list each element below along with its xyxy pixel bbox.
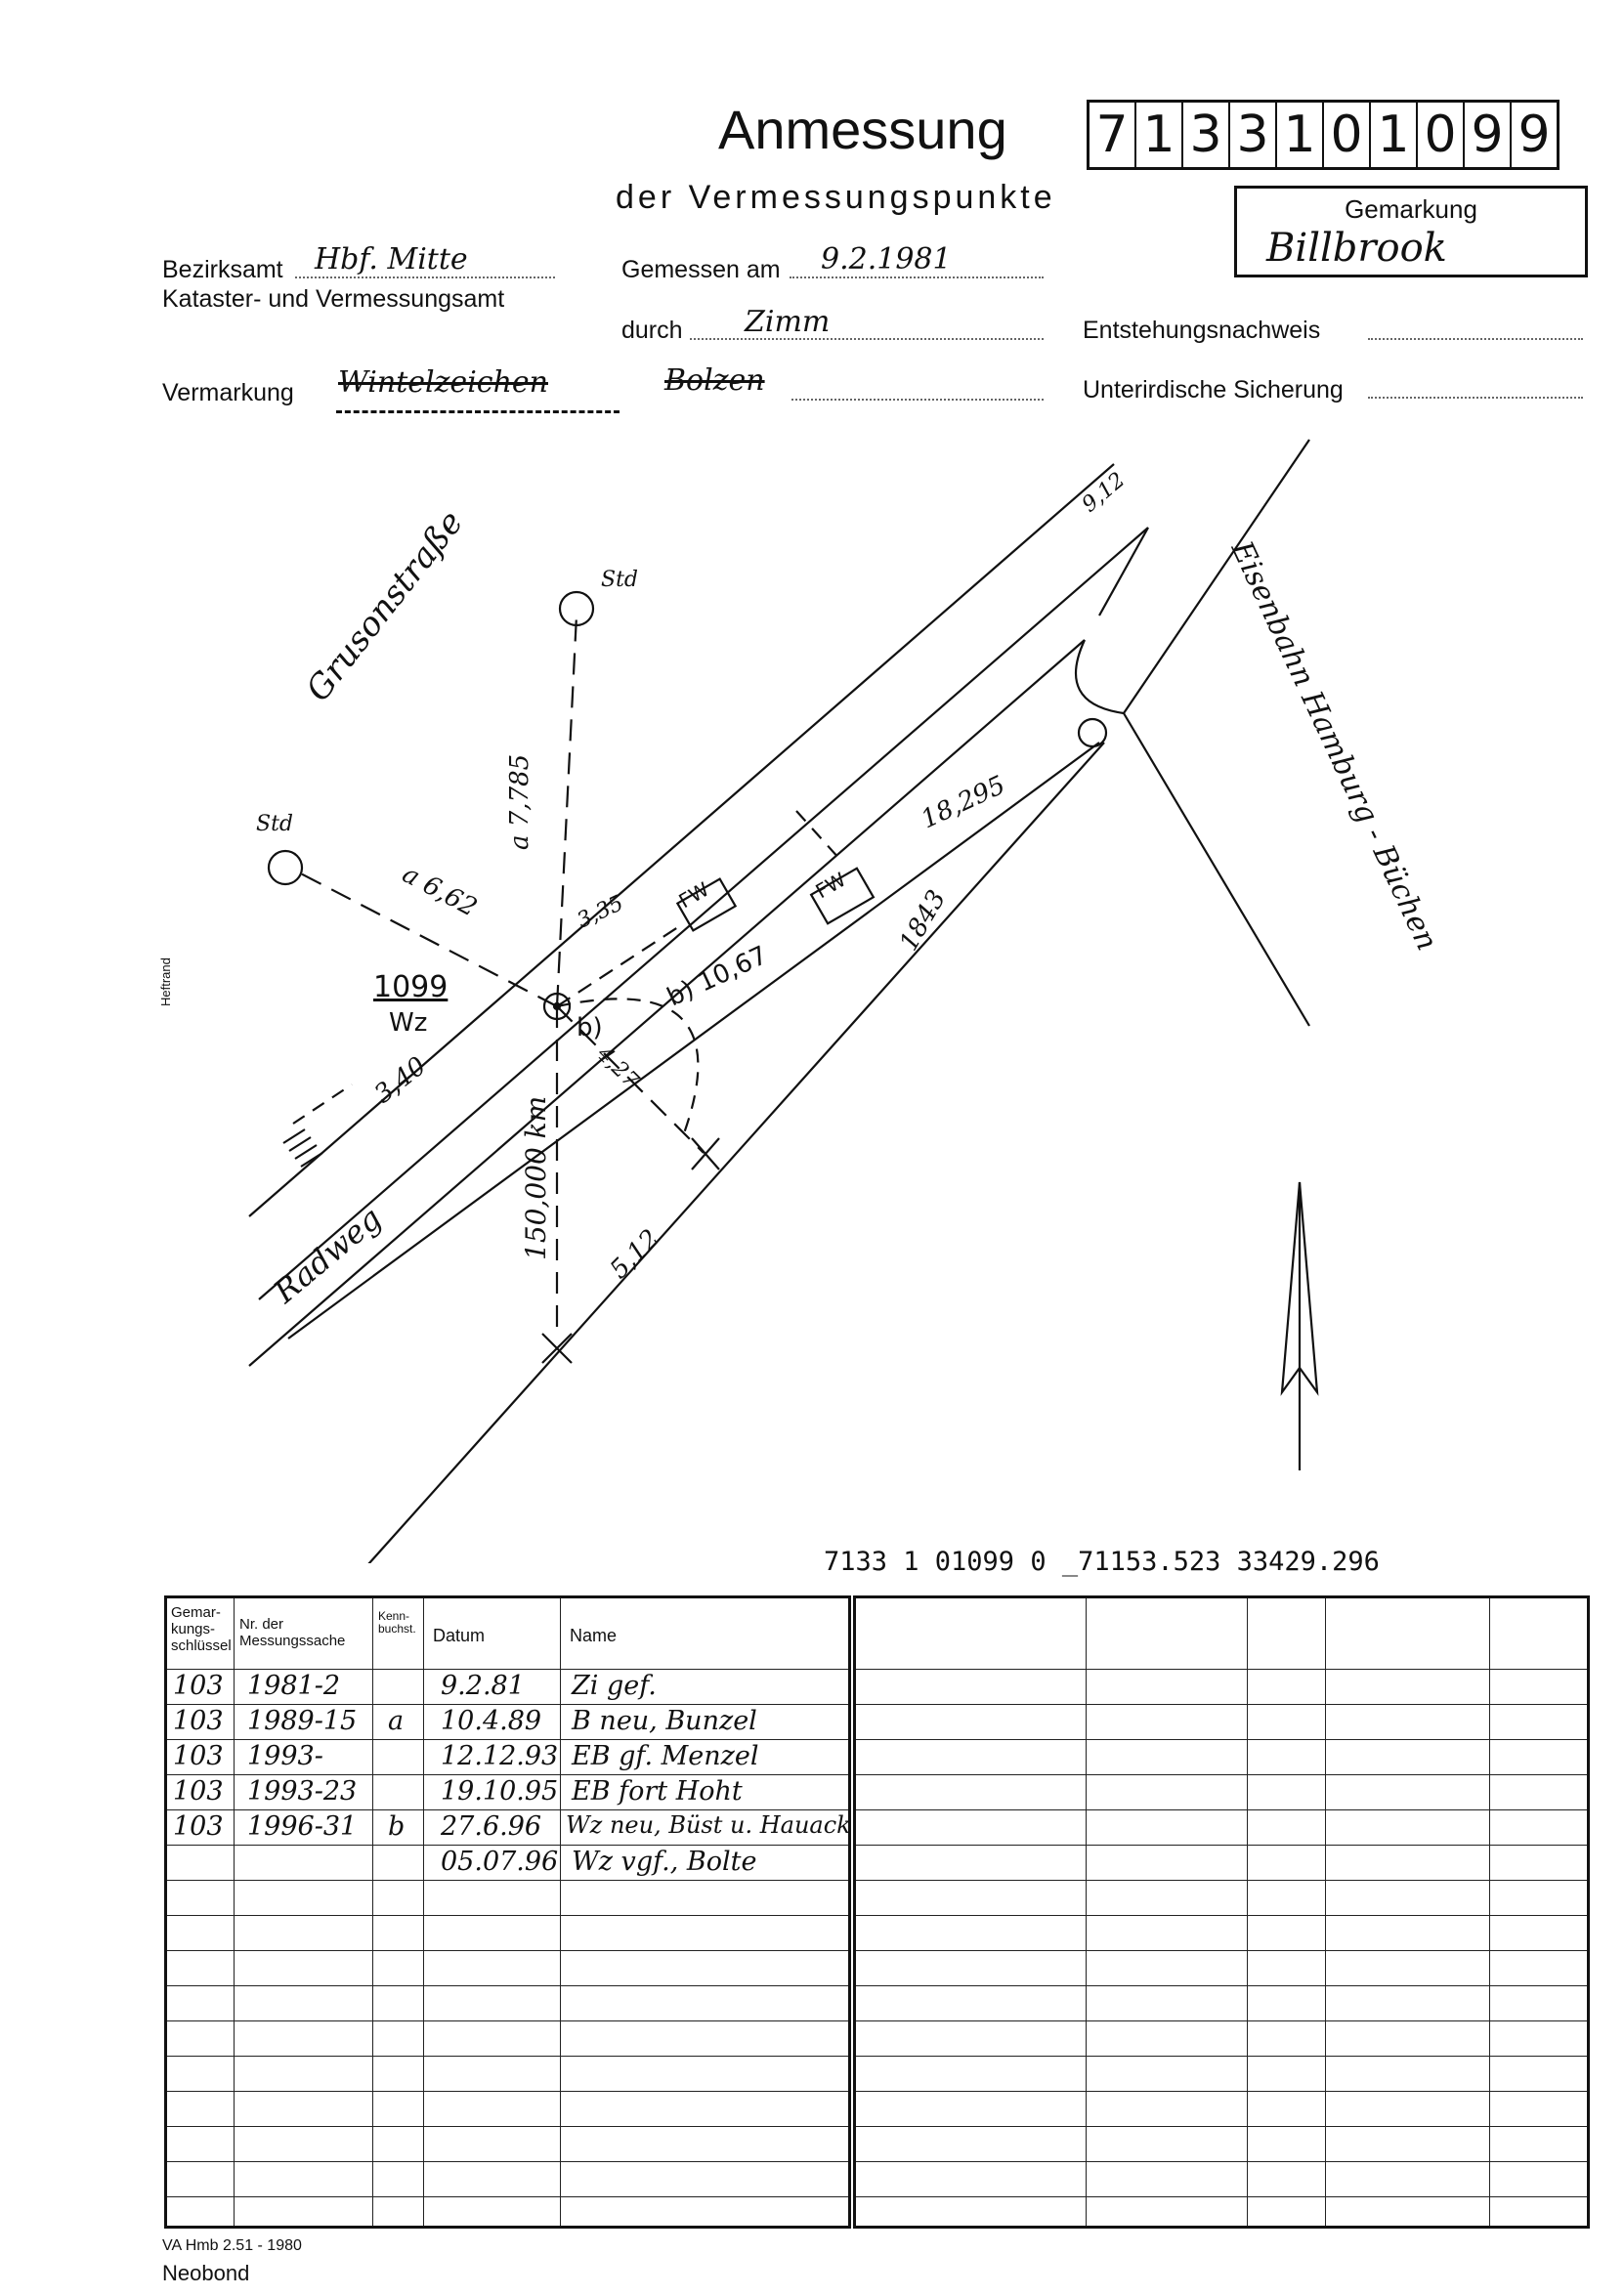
table-cell: 103 [173, 1741, 224, 1771]
row-divider [167, 1985, 848, 1986]
row-divider [167, 2091, 848, 2092]
stone-label-text: Std [256, 812, 293, 836]
row-divider [856, 2056, 1587, 2057]
measure-text: 3,35 [573, 891, 627, 934]
gemarkung-box [1234, 186, 1588, 277]
table-cell: 12.12.93 [441, 1741, 559, 1771]
row-divider [167, 2056, 848, 2057]
cross-mark [542, 1334, 572, 1363]
column-divider [1325, 1598, 1326, 2226]
column-divider [560, 1598, 561, 2226]
table-cell: 1993- [247, 1741, 323, 1771]
row-divider [856, 1809, 1587, 1810]
measure-text: b) [577, 1013, 603, 1042]
table-cell: 10.4.89 [441, 1706, 542, 1736]
table-cell: 103 [173, 1706, 224, 1736]
measure-text: a 6,62 [397, 859, 482, 923]
measurement-line [557, 923, 684, 1006]
row-divider [167, 2020, 848, 2021]
row-divider [167, 1809, 848, 1810]
measurement-line [557, 616, 577, 1006]
header-divider [167, 1669, 848, 1670]
hydrant-symbol [1079, 719, 1106, 746]
header-kenn: Kenn- buchst. [378, 1609, 416, 1636]
number-digit: 3 [1230, 103, 1277, 167]
street-edge-line [259, 528, 1148, 1299]
row-divider [856, 1739, 1587, 1740]
street-edge-line [288, 743, 1099, 1339]
row-divider [856, 1704, 1587, 1705]
table-cell: 19.10.95 [441, 1776, 559, 1807]
durch-line [690, 338, 1044, 340]
vermarkung-underline [336, 410, 620, 413]
row-divider [167, 2196, 848, 2197]
number-digit: 7 [1090, 103, 1136, 167]
railway-name-text: Eisenbahn Hamburg - Büchen [1223, 535, 1444, 957]
row-divider [856, 2161, 1587, 2162]
entstehung-label: Entstehungsnachweis [1083, 317, 1321, 344]
number-digit: 0 [1324, 103, 1371, 167]
hatch-mark [283, 1129, 322, 1167]
table-cell: 103 [173, 1811, 224, 1842]
measure-text: 3,40 [368, 1051, 432, 1110]
gemessen-value: 9.2.1981 [821, 242, 952, 276]
number-digit: 9 [1517, 106, 1551, 164]
number-digit: 0 [1418, 103, 1465, 167]
form-code: VA Hmb 2.51 - 1980 [162, 2237, 302, 2254]
measure-text: 4,27 [591, 1042, 644, 1093]
number-digit: 1 [1136, 103, 1183, 167]
form-title: Anmessung [718, 99, 1007, 160]
fw-label-text: FW [811, 867, 850, 904]
gemessen-line [790, 276, 1044, 278]
row-divider [167, 1880, 848, 1881]
table-cell: B neu, Bunzel [572, 1706, 757, 1736]
bezirksamt-label: Bezirksamt [162, 256, 283, 283]
header-divider [856, 1669, 1587, 1670]
table-cell: Wz vgf., Bolte [572, 1847, 757, 1877]
row-divider [167, 2126, 848, 2127]
vermarkung-line [791, 399, 1044, 401]
header-messung: Nr. der Messungssache [239, 1616, 346, 1649]
railway-edge-line [1124, 713, 1309, 1026]
bezirksamt-line [295, 276, 555, 278]
street-edge-line [249, 464, 1114, 1216]
row-divider [856, 1950, 1587, 1951]
row-divider [856, 1915, 1587, 1916]
number-digit: 1 [1371, 103, 1418, 167]
table-cell: Wz neu, Büst u. Hauack [566, 1811, 851, 1839]
measure-text: 5,12 [604, 1223, 665, 1285]
heftrand-label: Heftrand [158, 957, 173, 1006]
street-corner-curve [1076, 640, 1124, 713]
column-divider [234, 1598, 235, 2226]
measure-text: 9,12 [1077, 467, 1131, 518]
row-divider [856, 1880, 1587, 1881]
ledger-table-right [853, 1595, 1590, 2229]
measure-text: 150,000 km [520, 1095, 552, 1260]
coordinate-line: 7133 1 01099 0 _71153.523 33429.296 [824, 1547, 1380, 1577]
point-number-box [1087, 100, 1560, 170]
unterirdisch-line [1368, 397, 1583, 399]
gemarkung-value: Billbrook [1266, 226, 1447, 271]
form-subtitle: der Vermessungspunkte [616, 179, 1056, 216]
column-divider [423, 1598, 424, 2226]
row-divider [167, 1774, 848, 1775]
gemessen-label: Gemessen am [621, 256, 781, 283]
vermarkung-struck-value-2: Bolzen [664, 363, 765, 398]
table-cell: Zi gef. [572, 1671, 657, 1701]
row-divider [856, 2126, 1587, 2127]
table-cell: 05.07.96 [441, 1847, 559, 1877]
table-cell: a [388, 1706, 405, 1736]
table-cell: 1993-23 [247, 1776, 358, 1807]
measure-text: b) 10,67 [662, 940, 773, 1013]
header-datum: Datum [433, 1626, 486, 1645]
row-divider [856, 2091, 1587, 2092]
bezirksamt-value: Hbf. Mitte [315, 242, 468, 276]
unterirdisch-label: Unterirdische Sicherung [1083, 376, 1344, 404]
row-divider [167, 1950, 848, 1951]
durch-value: Zimm [745, 305, 831, 339]
street-name-text: Radweg [266, 1199, 389, 1311]
row-divider [167, 1739, 848, 1740]
column-divider [372, 1598, 373, 2226]
kataster-label: Kataster- und Vermessungsamt [162, 285, 505, 313]
point-label-text: 1099 [373, 970, 449, 1004]
stone-marker [269, 851, 302, 884]
street-edge-line [1099, 528, 1148, 616]
table-cell: b [388, 1811, 406, 1842]
gemarkung-label: Gemarkung [1345, 194, 1477, 224]
table-cell: 1981-2 [247, 1671, 341, 1701]
row-divider [856, 2196, 1587, 2197]
fw-label-text: FW [674, 876, 713, 914]
row-divider [167, 1915, 848, 1916]
table-cell: 103 [173, 1671, 224, 1701]
row-divider [856, 1845, 1587, 1846]
measure-text: 18,295 [917, 770, 1010, 835]
number-digit: 9 [1465, 103, 1512, 167]
row-divider [167, 2161, 848, 2162]
table-cell: 9.2.81 [441, 1671, 525, 1701]
durch-label: durch [621, 317, 683, 344]
ledger-table [164, 1595, 851, 2229]
measurement-line [796, 811, 840, 860]
row-divider [856, 2020, 1587, 2021]
row-divider [856, 1774, 1587, 1775]
survey-sketch [0, 420, 1624, 1563]
measurement-line [352, 743, 1104, 1563]
number-digit: 3 [1183, 103, 1230, 167]
header-gemarkungs: Gemar- kungs- schlüssel [171, 1604, 232, 1654]
brand-name: Neobond [162, 2261, 250, 2285]
column-divider [1086, 1598, 1087, 2226]
table-cell: 103 [173, 1776, 224, 1807]
vermarkung-struck-value: Wintelzeichen [338, 365, 548, 400]
table-cell: EB fort Hoht [572, 1776, 743, 1807]
number-digit: 1 [1277, 103, 1324, 167]
point-type-text: Wz [389, 1008, 428, 1038]
measure-text: a 7,785 [505, 753, 534, 850]
cross-mark [692, 1138, 719, 1169]
street-name-text: Grusonstraße [298, 503, 472, 709]
measurement-line [293, 1084, 352, 1124]
row-divider [167, 1704, 848, 1705]
table-cell: EB gf. Menzel [572, 1741, 759, 1771]
table-cell: 1989-15 [247, 1706, 358, 1736]
stone-label-text: Std [601, 568, 638, 592]
vermarkung-label: Vermarkung [162, 379, 294, 406]
table-cell: 27.6.96 [441, 1811, 542, 1842]
entstehung-line [1368, 338, 1583, 340]
column-divider [1489, 1598, 1490, 2226]
column-divider [1247, 1598, 1248, 2226]
table-cell: 1996-31 [247, 1811, 358, 1842]
row-divider [856, 1985, 1587, 1986]
survey-point-center [554, 1003, 560, 1009]
row-divider [167, 1845, 848, 1846]
header-name: Name [570, 1626, 618, 1645]
measure-text: 1843 [894, 885, 953, 957]
